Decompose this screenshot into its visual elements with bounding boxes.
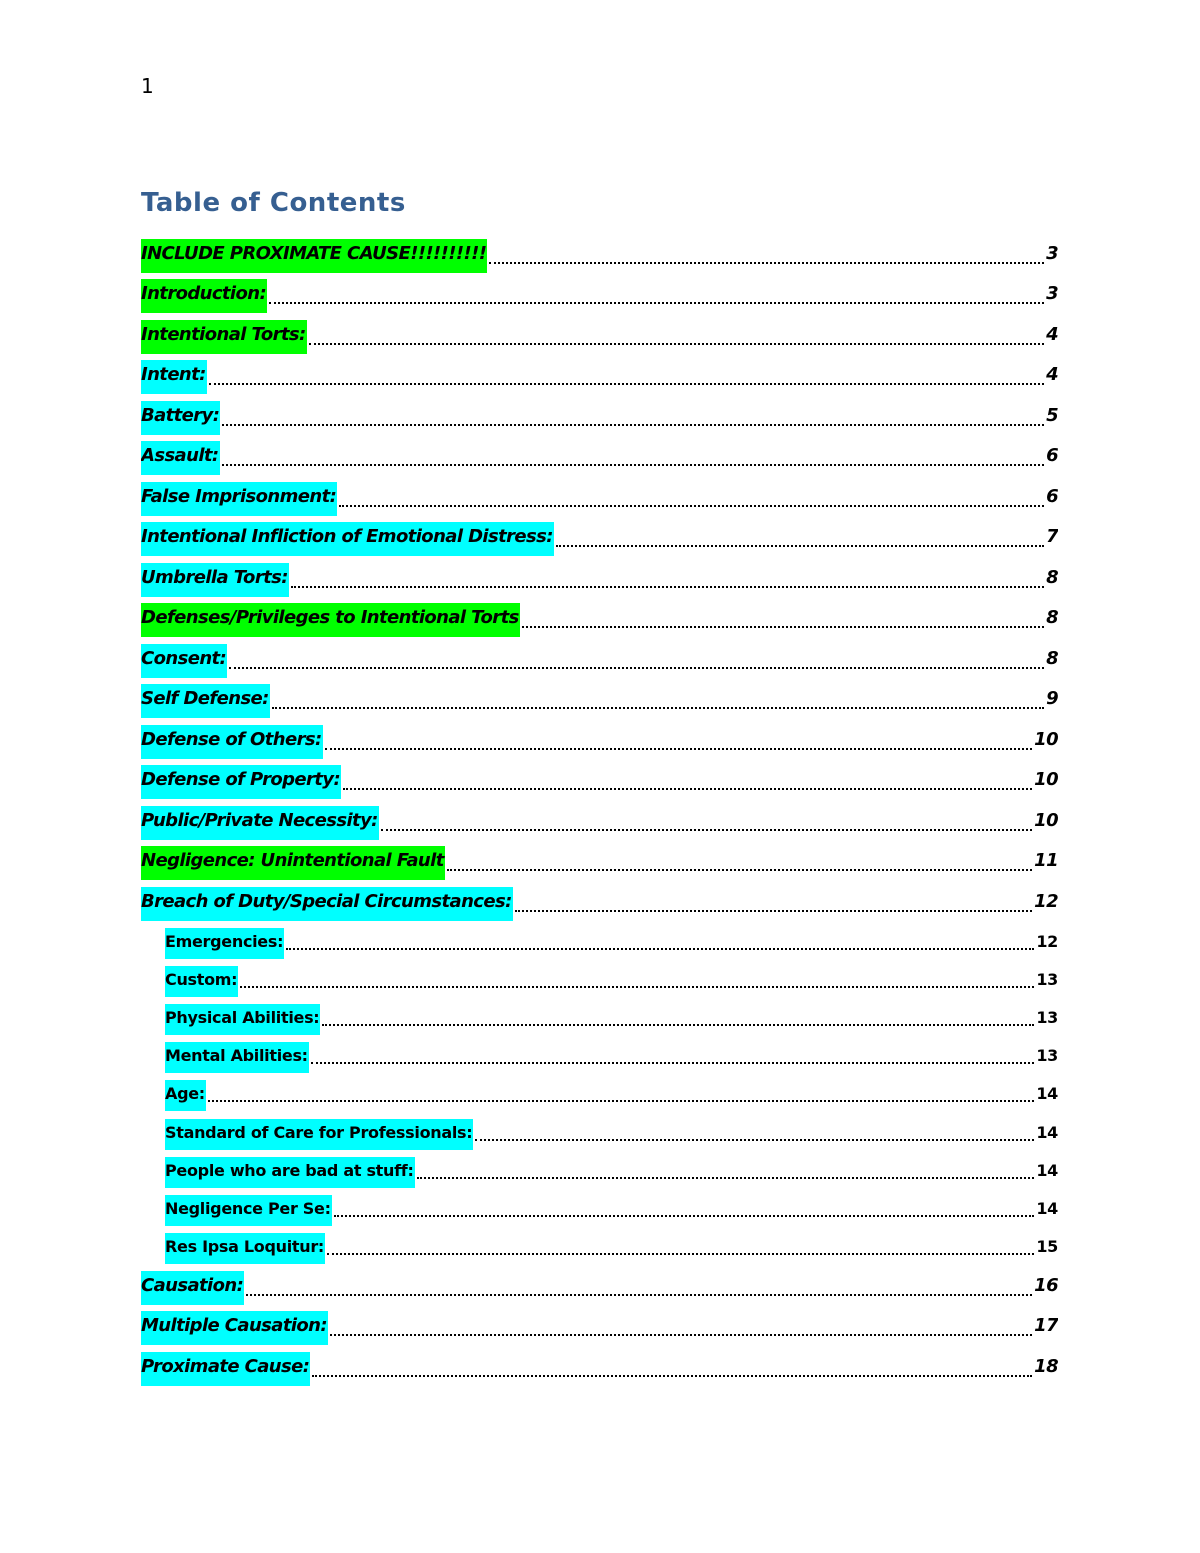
toc-entry[interactable]: [141, 718, 1058, 759]
toc-entry-label[interactable]: Physical Abilities:: [165, 1004, 320, 1035]
toc-entry[interactable]: [141, 959, 1058, 997]
toc-entry-page-number[interactable]: 10: [1034, 809, 1058, 831]
toc-dot-leader: [381, 829, 1032, 831]
toc-entry[interactable]: [141, 1073, 1058, 1111]
toc-dot-leader: [322, 1024, 1034, 1026]
toc-entry-label[interactable]: Mental Abilities:: [165, 1042, 309, 1073]
toc-dot-leader: [489, 262, 1044, 264]
toc-entry[interactable]: [141, 435, 1058, 476]
toc-entry-label[interactable]: Multiple Causation:: [141, 1311, 328, 1345]
toc-entry[interactable]: [141, 759, 1058, 800]
toc-entry-page-number[interactable]: 14: [1036, 1160, 1058, 1180]
toc-entry-page-number[interactable]: 13: [1036, 1008, 1058, 1028]
toc-entry-label[interactable]: Battery:: [141, 401, 220, 435]
toc-entry-label[interactable]: Emergencies:: [165, 928, 284, 959]
toc-entry[interactable]: [141, 1345, 1058, 1386]
toc-dot-leader: [330, 1334, 1032, 1336]
toc-dot-leader: [209, 383, 1044, 385]
toc-entry-label[interactable]: Standard of Care for Professionals:: [165, 1119, 473, 1150]
toc-entry-page-number[interactable]: 13: [1036, 1046, 1058, 1066]
toc-entry-label[interactable]: INCLUDE PROXIMATE CAUSE!!!!!!!!!!: [141, 239, 487, 273]
toc-entry-page-number[interactable]: 6: [1046, 485, 1058, 507]
toc-dot-leader: [325, 748, 1033, 750]
toc-dot-leader: [343, 788, 1032, 790]
toc-entry[interactable]: [141, 475, 1058, 516]
toc-entry-label[interactable]: Age:: [165, 1080, 206, 1111]
toc-entry-page-number[interactable]: 15: [1036, 1237, 1058, 1257]
toc-entry-label[interactable]: Introduction:: [141, 279, 267, 313]
toc-entry-page-number[interactable]: 13: [1036, 969, 1058, 989]
toc-entry-page-number[interactable]: 10: [1034, 769, 1058, 790]
toc-entry-label[interactable]: Assault:: [141, 441, 220, 475]
toc-entry-page-number[interactable]: 10: [1034, 728, 1058, 750]
toc-entry[interactable]: [141, 880, 1058, 921]
toc-entry-label[interactable]: People who are bad at stuff:: [165, 1157, 415, 1188]
toc-entry[interactable]: [141, 394, 1058, 435]
toc-dot-leader: [311, 1062, 1035, 1064]
toc-entry-page-number[interactable]: 14: [1036, 1199, 1058, 1218]
toc-entry[interactable]: [141, 997, 1058, 1035]
toc-dot-leader: [240, 986, 1034, 988]
toc-entry-page-number[interactable]: 6: [1046, 445, 1058, 466]
toc-entry-label[interactable]: Defense of Property:: [141, 765, 341, 799]
toc-entry[interactable]: [141, 232, 1058, 273]
toc-entry[interactable]: [141, 354, 1058, 395]
page-number: 1: [141, 74, 154, 98]
toc-entry[interactable]: [141, 1226, 1058, 1264]
toc-entry-page-number[interactable]: 5: [1046, 404, 1058, 426]
toc-entry-label[interactable]: Causation:: [141, 1271, 244, 1305]
toc-dot-leader: [556, 545, 1044, 547]
toc-dot-leader: [229, 667, 1044, 669]
toc-entry[interactable]: [141, 840, 1058, 881]
toc-entry-label[interactable]: Defenses/Privileges to Intentional Torts: [141, 603, 520, 637]
toc-title: Table of Contents: [141, 188, 406, 218]
toc-entry-label[interactable]: Custom:: [165, 966, 238, 997]
toc-entry-label[interactable]: Negligence Per Se:: [165, 1195, 332, 1226]
toc-entry-page-number[interactable]: 4: [1046, 323, 1058, 345]
toc-entry-page-number[interactable]: 9: [1046, 688, 1058, 709]
toc-dot-leader: [208, 1100, 1034, 1102]
toc-entry[interactable]: [141, 313, 1058, 354]
toc-entry-page-number[interactable]: 17: [1034, 1315, 1058, 1337]
toc-dot-leader: [291, 586, 1044, 588]
toc-dot-leader: [447, 869, 1032, 871]
toc-entry-page-number[interactable]: 4: [1046, 364, 1058, 385]
toc-entry-label[interactable]: Self Defense:: [141, 684, 270, 718]
toc-entry-page-number[interactable]: 14: [1036, 1122, 1058, 1142]
toc-dot-leader: [339, 505, 1044, 507]
toc-entry-page-number[interactable]: 12: [1036, 931, 1058, 951]
toc-entry[interactable]: [141, 921, 1058, 959]
toc-dot-leader: [286, 948, 1034, 950]
toc-entry[interactable]: [141, 1035, 1058, 1073]
toc-entry[interactable]: [141, 1111, 1058, 1149]
toc-dot-leader: [312, 1375, 1032, 1377]
toc-entry[interactable]: [141, 799, 1058, 840]
toc-dot-leader: [515, 910, 1032, 912]
toc-entry-page-number[interactable]: 8: [1046, 647, 1058, 669]
toc-entry[interactable]: [141, 1150, 1058, 1188]
toc-dot-leader: [269, 302, 1044, 304]
toc-entry-page-number[interactable]: 11: [1034, 850, 1058, 871]
toc-dot-leader: [475, 1139, 1034, 1141]
toc-dot-leader: [222, 464, 1045, 466]
toc-dot-leader: [522, 626, 1044, 628]
toc-entry-label[interactable]: Intentional Infliction of Emotional Distress:: [141, 522, 554, 556]
toc-entry-label[interactable]: False Imprisonment:: [141, 482, 337, 516]
toc-dot-leader: [334, 1215, 1035, 1217]
toc-entry-label[interactable]: Public/Private Necessity:: [141, 806, 379, 840]
toc-entry-label[interactable]: Intentional Torts:: [141, 320, 307, 354]
toc-dot-leader: [327, 1253, 1034, 1255]
toc-entry-label[interactable]: Umbrella Torts:: [141, 563, 289, 597]
toc-entry-label[interactable]: Consent:: [141, 644, 227, 678]
toc-entry-page-number[interactable]: 8: [1046, 566, 1058, 588]
toc-entry-page-number[interactable]: 12: [1034, 890, 1058, 912]
toc-entry-page-number[interactable]: 16: [1034, 1274, 1058, 1296]
toc-list: [141, 232, 1058, 1386]
toc-entry[interactable]: [141, 273, 1058, 314]
toc-entry-page-number[interactable]: 7: [1046, 526, 1058, 547]
toc-entry-label[interactable]: Breach of Duty/Special Circumstances:: [141, 887, 513, 921]
toc-entry[interactable]: [141, 678, 1058, 719]
toc-dot-leader: [417, 1177, 1035, 1179]
toc-dot-leader: [222, 424, 1044, 426]
toc-entry[interactable]: [141, 556, 1058, 597]
toc-entry-page-number[interactable]: 8: [1046, 607, 1058, 628]
toc-entry-page-number[interactable]: 14: [1036, 1084, 1058, 1104]
toc-entry-label[interactable]: Defense of Others:: [141, 725, 323, 759]
toc-entry[interactable]: [141, 1305, 1058, 1346]
toc-entry-label[interactable]: Intent:: [141, 360, 207, 394]
toc-entry-label[interactable]: Negligence: Unintentional Fault: [141, 846, 445, 880]
toc-entry[interactable]: [141, 597, 1058, 638]
toc-entry[interactable]: [141, 1264, 1058, 1305]
toc-dot-leader: [272, 707, 1044, 709]
toc-entry[interactable]: [141, 637, 1058, 678]
toc-entry-page-number[interactable]: 3: [1046, 242, 1058, 264]
toc-entry[interactable]: [141, 516, 1058, 557]
toc-dot-leader: [246, 1294, 1032, 1296]
toc-entry-label[interactable]: Res Ipsa Loquitur:: [165, 1233, 325, 1264]
toc-entry-label[interactable]: Proximate Cause:: [141, 1352, 310, 1386]
toc-entry-page-number[interactable]: 3: [1046, 283, 1058, 304]
toc-entry[interactable]: [141, 1188, 1058, 1226]
toc-dot-leader: [309, 343, 1044, 345]
toc-entry-page-number[interactable]: 18: [1034, 1355, 1058, 1377]
